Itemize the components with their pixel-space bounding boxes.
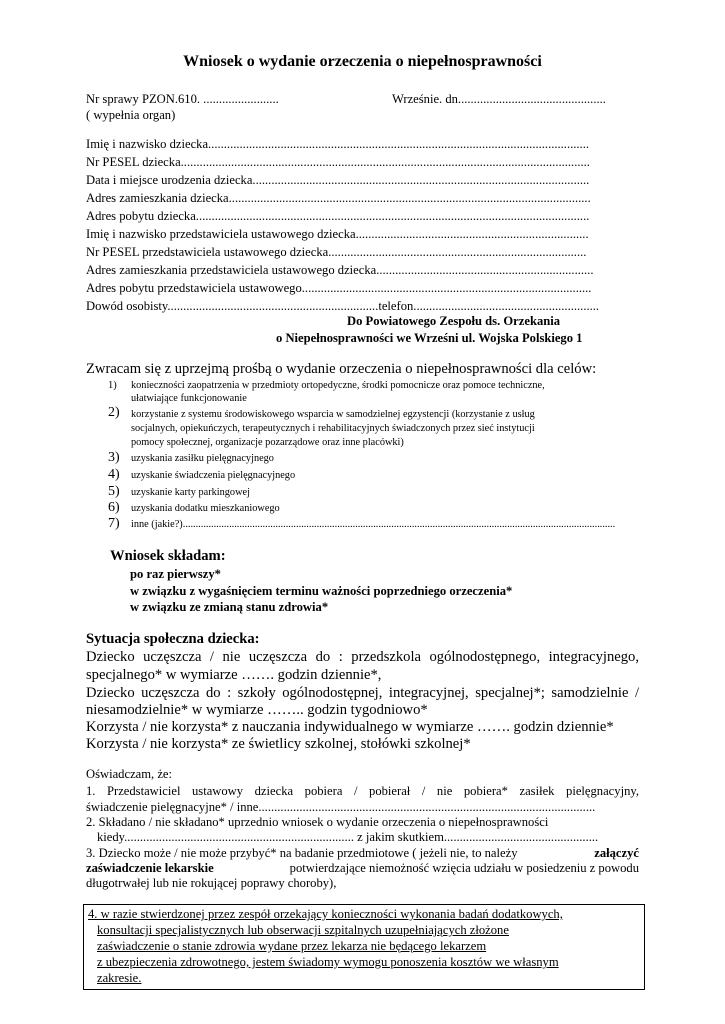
filled-by-note: ( wypełnia organ) bbox=[86, 108, 176, 122]
purpose-text: uzyskanie karty parkingowej bbox=[131, 487, 250, 498]
declaration-heading: Oświadczam, że: bbox=[86, 767, 173, 781]
submission-option: w związku z wygaśnięciem terminu ważności poprzedniego orzeczenia* bbox=[130, 584, 513, 598]
field-birth-date-place: Data i miejsce urodzenia dziecka........................................................................................................... bbox=[86, 173, 590, 187]
social-line: Korzysta / nie korzysta* z nauczania indywidualnego w wymiarze ……. godzin dziennie* bbox=[86, 719, 614, 735]
declaration-item-2: 2. Składano / nie składano* uprzednio wniosek o wydanie orzeczenia o niepełnosprawności bbox=[86, 815, 549, 829]
social-line: niesamodzielnie* w wymiarze …….. godzin tygodniowo* bbox=[86, 702, 428, 718]
declaration-item-3 bbox=[86, 846, 639, 861]
purpose-number: 2) bbox=[108, 405, 120, 420]
notice-line: zaświadczenie o stanie zdrowia wydane przez lekarza nie będącego lekarzem bbox=[97, 939, 487, 953]
social-line: specjalnego* w wymiarze ……. godzin dziennie*, bbox=[86, 667, 382, 683]
field-child-residence: Adres zamieszkania dziecka................................................................................................................... bbox=[86, 191, 591, 205]
field-id-phone: Dowód osobisty...................................................................telefon........................................................... bbox=[86, 299, 600, 313]
declaration-item-1: 1. Przedstawiciel ustawowy dziecka pobiera / pobierał / nie pobiera* zasiłek pielęgnacyjny, bbox=[86, 784, 639, 798]
field-child-pesel: Nr PESEL dziecka.................................................................................................................................. bbox=[86, 155, 590, 169]
submission-heading: Wniosek składam: bbox=[110, 548, 226, 564]
purpose-number: 1) bbox=[108, 380, 117, 391]
purpose-number: 4) bbox=[108, 467, 120, 482]
submission-option: w związku ze zmianą stanu zdrowia* bbox=[130, 600, 329, 614]
purpose-text: uzyskanie świadczenia pielęgnacyjnego bbox=[131, 470, 296, 481]
case-number: Nr sprawy PZON.610. ........................ bbox=[86, 92, 279, 106]
social-line: Dziecko uczęszcza do : szkoły ogólnodostępnej, integracyjnej, specjalnej*; samodzielnie / bbox=[86, 685, 639, 701]
declaration-item-3-bold: załączyć bbox=[594, 846, 639, 860]
purpose-text: socjalnych, opiekuńczych, terapeutycznych i rehabilitacyjnych świadczonych przez sieć instytucji bbox=[131, 423, 535, 434]
page-title: Wniosek o wydanie orzeczenia o niepełnosprawności bbox=[183, 53, 542, 70]
declaration-item-3-end: długotrwałej lub nie rokującej poprawy choroby), bbox=[86, 876, 337, 890]
purpose-text: pomocy społecznej, organizacje pozarządowe oraz inne placówki) bbox=[131, 437, 404, 448]
declaration-item-3-cont bbox=[86, 861, 639, 876]
purpose-number: 6) bbox=[108, 500, 120, 515]
social-heading: Sytuacja społeczna dziecka: bbox=[86, 631, 260, 647]
field-guardian-pesel: Nr PESEL przedstawiciela ustawowego dziecka.................................................................................. bbox=[86, 245, 587, 259]
field-guardian-stay-address: Adres pobytu przedstawiciela ustawowego............................................................................................ bbox=[86, 281, 592, 295]
submission-option: po raz pierwszy* bbox=[130, 567, 221, 581]
notice-line: z ubezpieczenia zdrowotnego, jestem świadomy wymogu ponoszenia kosztów we własnym bbox=[97, 955, 559, 969]
notice-line: 4. w razie stwierdzonej przez zespół orzekający konieczności wykonania badań dodatkowych, bbox=[88, 907, 563, 921]
medical-certificate-label: zaświadczenie lekarskie bbox=[86, 861, 214, 875]
declaration-item-1-cont: świadczenie pielęgnacyjne* / inne........................................................................................................... bbox=[86, 800, 596, 814]
social-line: Dziecko uczęszcza / nie uczęszcza do : przedszkola ogólnodostępnego, integracyjnego, bbox=[86, 649, 639, 665]
purpose-number: 5) bbox=[108, 484, 120, 499]
purpose-number: 3) bbox=[108, 450, 120, 465]
field-child-stay-address: Adres pobytu dziecka............................................................................................................................. bbox=[86, 209, 590, 223]
purpose-number: 7) bbox=[108, 516, 120, 531]
notice-line: konsultacji specjalistycznych lub obserwacji szpitalnych uzupełniających złożone bbox=[97, 923, 509, 937]
addressee-line-2: o Niepełnosprawności we Wrześni ul. Wojska Polskiego 1 bbox=[276, 331, 583, 345]
notice-line: zakresie. bbox=[97, 971, 142, 985]
field-guardian-name: Imię i nazwisko przedstawiciela ustawowego dziecka.......................................................................... bbox=[86, 227, 589, 241]
purpose-text: konieczności zaopatrzenia w przedmioty ortopedyczne, środki pomocnicze oraz pomoce techniczne, bbox=[131, 380, 545, 391]
declaration-item-3-text: 3. Dziecko może / nie może przybyć* na badanie przedmiotowe ( jeżeli nie, to należy bbox=[86, 846, 518, 860]
addressee-line-1: Do Powiatowego Zespołu ds. Orzekania bbox=[347, 314, 561, 328]
purpose-text: uzyskania zasiłku pielęgnacyjnego bbox=[131, 453, 274, 464]
declaration-item-3-text-2: potwierdzające niemożność wzięcia udziału w posiedzeniu z powodu bbox=[289, 861, 639, 875]
purpose-text: ułatwiające funkcjonowanie bbox=[131, 393, 247, 404]
request-intro: Zwracam się z uprzejmą prośbą o wydanie orzeczenia o niepełnosprawności dla celów: bbox=[86, 361, 597, 377]
city-date: Wrześnie. dn............................................... bbox=[392, 92, 606, 106]
social-line: Korzysta / nie korzysta* ze świetlicy szkolnej, stołówki szkolnej* bbox=[86, 736, 471, 752]
declaration-item-2-cont: kiedy......................................................................... z jakim skutkiem................................................. bbox=[97, 830, 599, 844]
field-child-name: Imię i nazwisko dziecka......................................................................................................................... bbox=[86, 137, 589, 151]
field-guardian-residence: Adres zamieszkania przedstawiciela ustawowego dziecka..................................................................... bbox=[86, 263, 594, 277]
purpose-text: korzystanie z systemu środowiskowego wsparcia w samodzielnej egzystencji (korzystanie z usług bbox=[131, 409, 535, 420]
purpose-text: uzyskania dodatku mieszkaniowego bbox=[131, 503, 280, 514]
purpose-text: inne (jakie?)........................................................................................................................................................................ bbox=[131, 519, 616, 530]
